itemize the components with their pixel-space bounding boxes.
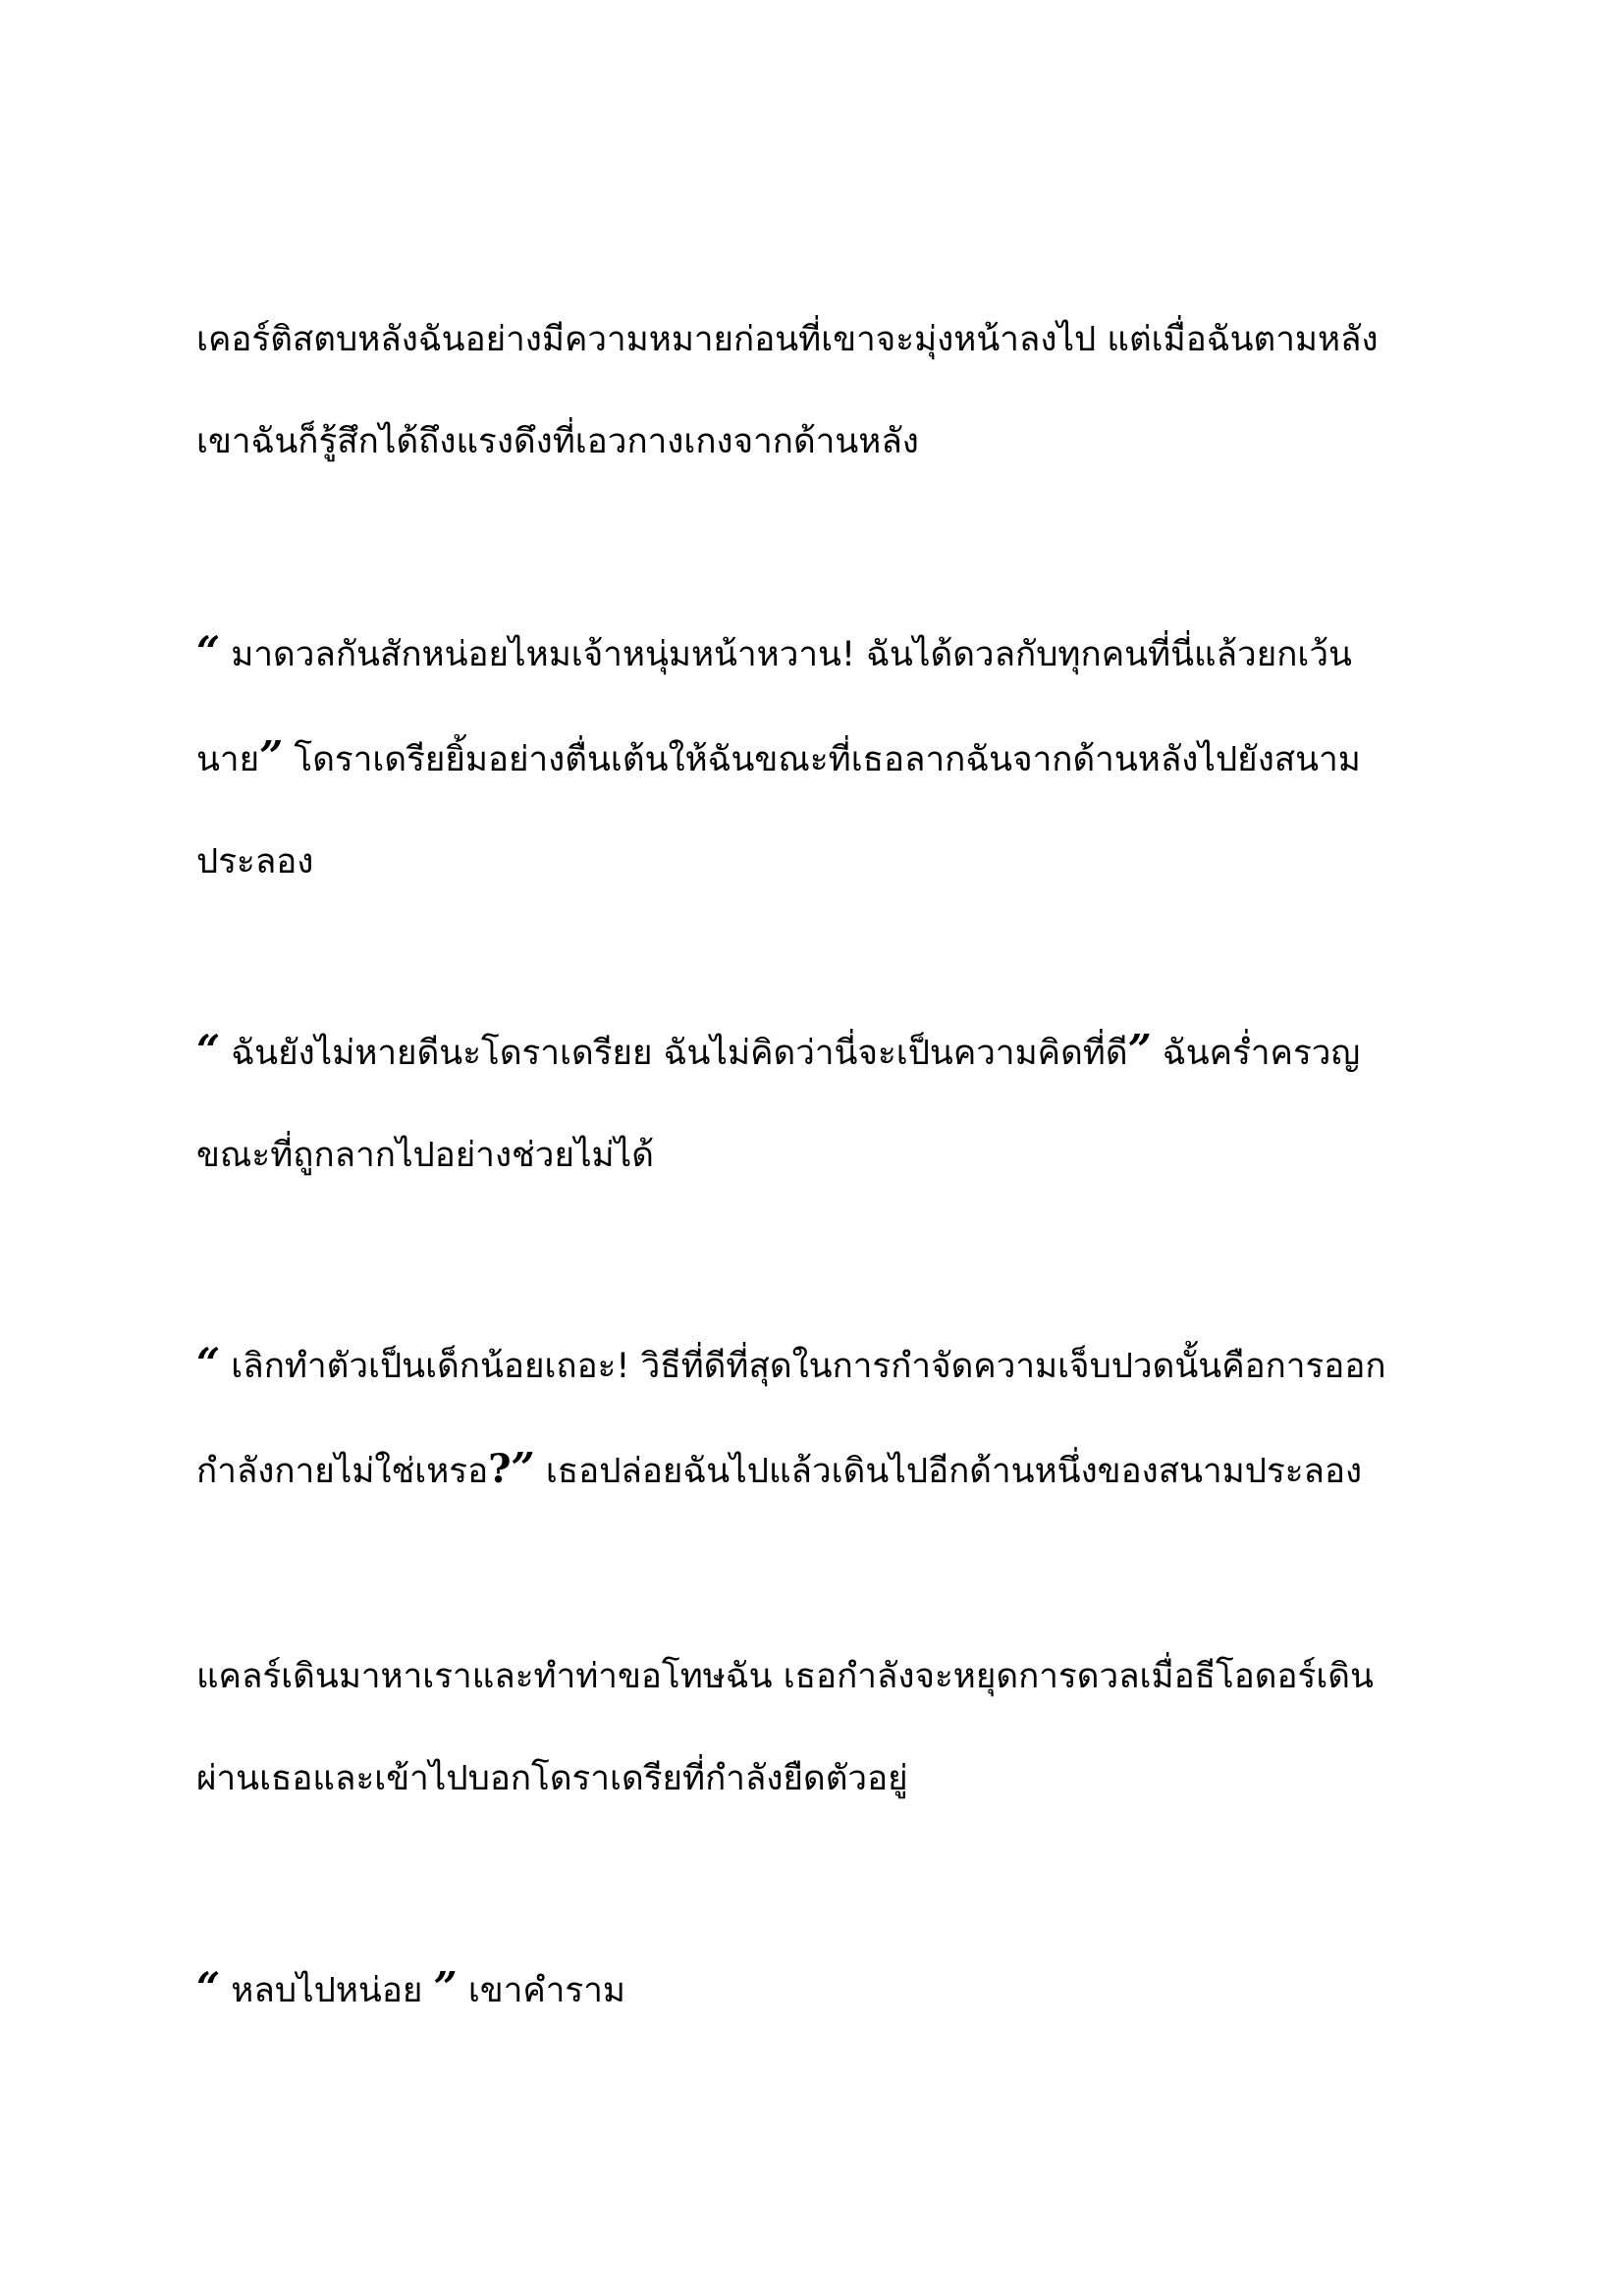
paragraph-2 [196, 601, 1443, 913]
paragraph-6 [196, 1937, 1443, 2042]
narration-text: โดราเดรียยิ้มอย่างตื่นเต้นให้ฉันขณะที่เธอลากฉันจากด้านหลังไปยังสนาม [283, 740, 1361, 779]
paragraph-line: ขณะที่ถูกลากไปอย่างช่วยไม่ได้ [196, 1136, 654, 1175]
paragraph-line [196, 706, 1443, 811]
paragraph-line: ผ่านเธอและเข้าไปบอกโดราเดรียที่กำลังยืดตัวอยู่ [196, 1759, 908, 1798]
open-quote: “ [196, 1026, 221, 1074]
question-mark: ? [488, 1446, 512, 1492]
dialogue-text: หลบไปหน่อย [220, 1971, 434, 2010]
open-quote: “ [196, 1963, 221, 2011]
paragraph-line [196, 1417, 1443, 1522]
dialogue-text: นาย [196, 740, 260, 779]
paragraph-4 [196, 1312, 1443, 1522]
open-quote: “ [196, 1339, 221, 1387]
close-quote: ” [433, 1963, 458, 2011]
narration-text: เธอปล่อยฉันไปแล้วเดินไปอีกด้านหนึ่งของสนามประลอง [534, 1452, 1363, 1491]
paragraph-1 [196, 289, 1443, 493]
paragraph-3 [196, 999, 1443, 1206]
dialogue-text: ฉันยังไม่หายดีนะโดราเดรียย ฉันไม่คิดว่านี่จะเป็นความคิดที่ดี [220, 1034, 1128, 1073]
paragraph-line: แคลร์เดินมาหาเราและทำท่าขอโทษฉัน เธอกำลังจะหยุดการดวลเมื่อธีโอดอร์เดิน [196, 1657, 1374, 1696]
close-quote: ” [1127, 1026, 1152, 1074]
dialogue-text: กำลังกายไม่ใช่เหรอ [196, 1452, 489, 1491]
paragraph-line: ประลอง [196, 842, 314, 881]
paragraph-line [196, 1937, 1443, 2042]
paragraph-line: เขาฉันก็รู้สึกได้ถึงแรงดึงที่เอวกางเกงจากด้านหลัง [196, 422, 919, 461]
close-quote: ” [259, 732, 284, 780]
close-quote: ” [511, 1444, 535, 1492]
paragraph-line [196, 1312, 1443, 1417]
paragraph-5 [196, 1626, 1443, 1830]
dialogue-text: เลิกทำตัวเป็นเด็กน้อยเถอะ! วิธีที่ดีที่สุดในการกำจัดความเจ็บปวดนั้นคือการออก [220, 1347, 1386, 1386]
paragraph-line [196, 601, 1443, 706]
narration-text: ฉันคร่ำครวญ [1151, 1034, 1361, 1073]
paragraph-line [196, 999, 1443, 1104]
open-quote: “ [196, 627, 221, 675]
narration-text: เขาคำราม [457, 1971, 625, 2010]
paragraph-line: เคอร์ติสตบหลังฉันอย่างมีความหมายก่อนที่เขาจะมุ่งหน้าลงไป แต่เมื่อฉันตามหลัง [196, 320, 1379, 359]
dialogue-text: มาดวลกันสักหน่อยไหมเจ้าหนุ่มหน้าหวาน! ฉันได้ดวลกับทุกคนที่นี่แล้วยกเว้น [220, 635, 1352, 674]
